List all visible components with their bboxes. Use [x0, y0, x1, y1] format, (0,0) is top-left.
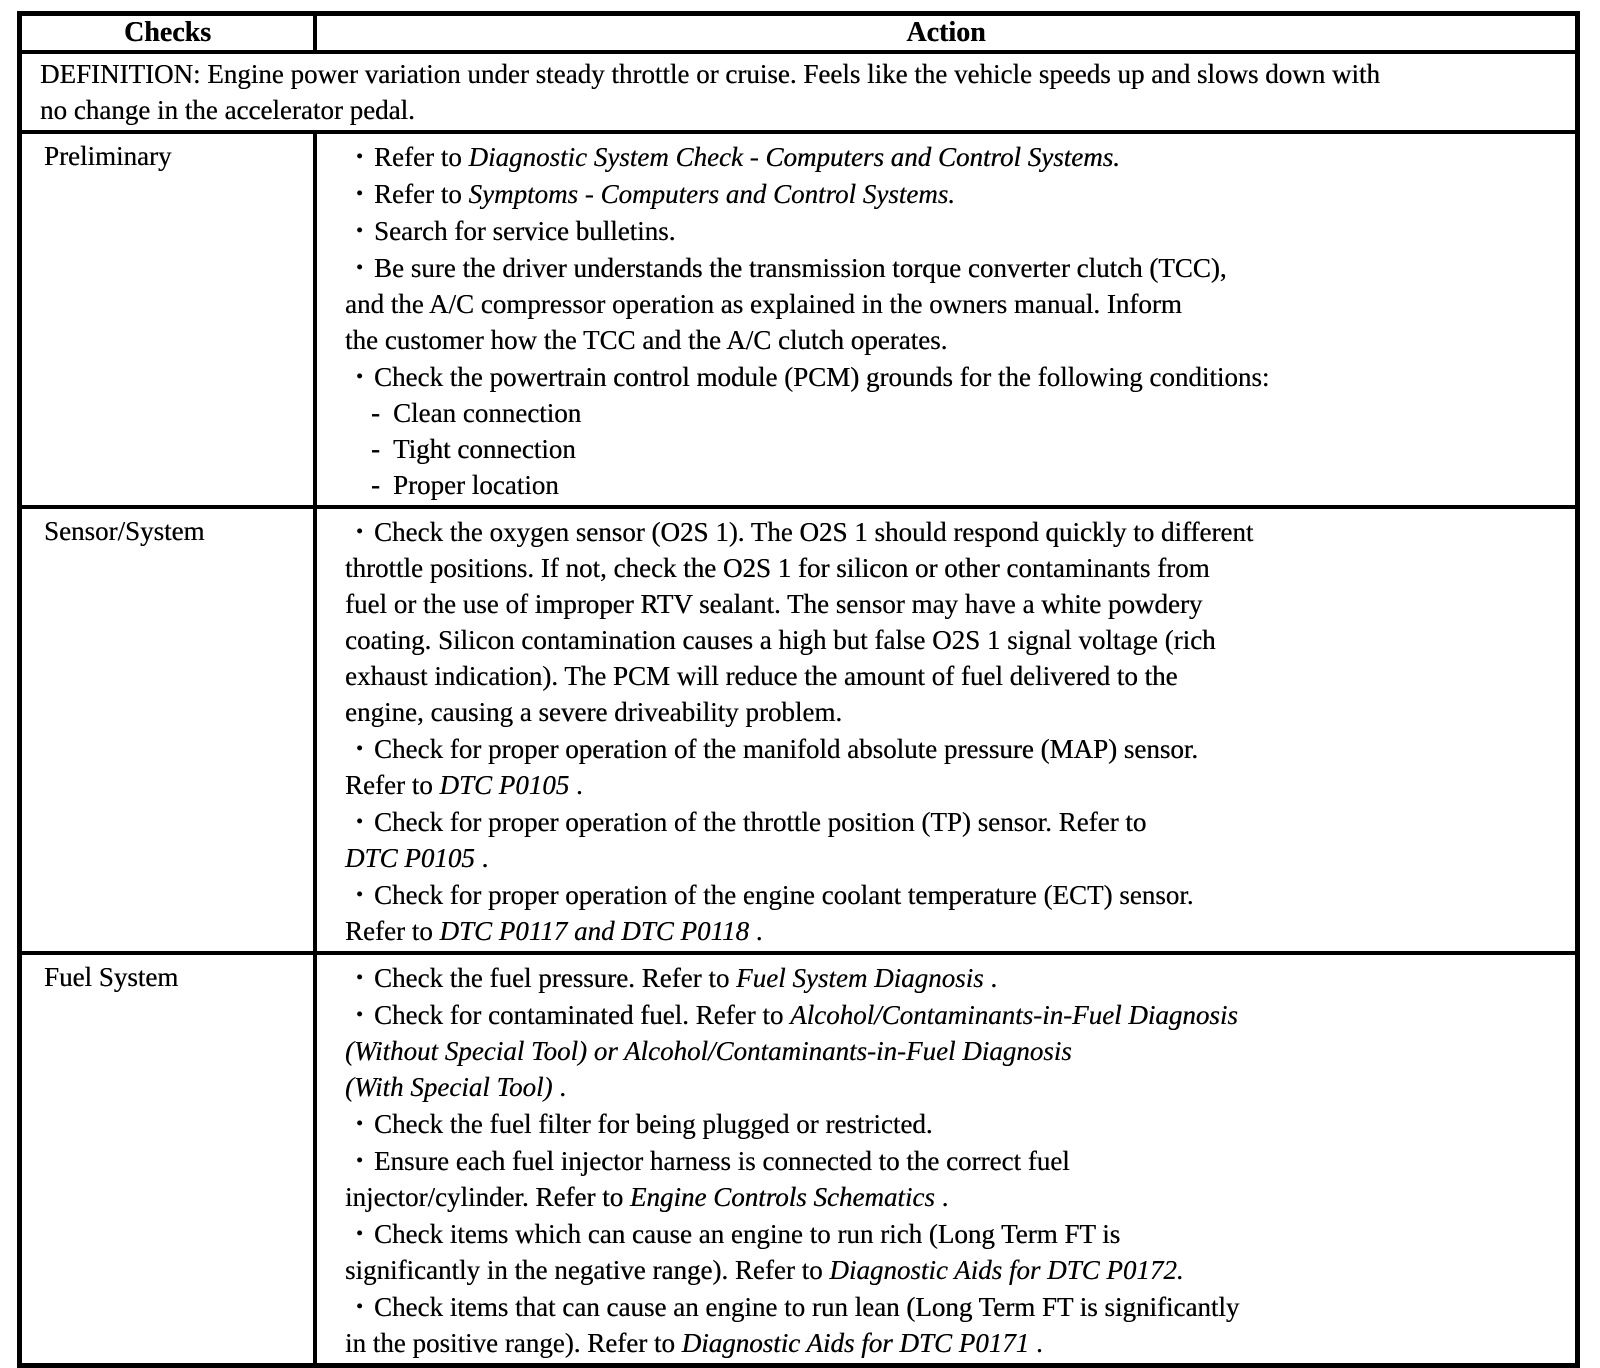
column-header-checks: Checks	[22, 16, 317, 50]
plain-text: Check the fuel pressure. Refer to	[374, 963, 737, 993]
bullet-icon: •	[356, 366, 364, 388]
action-line-text	[345, 767, 583, 803]
plain-text: Check items that can cause an engine to run lean (Long Term FT is significantly	[374, 1292, 1240, 1322]
action-cell-preliminary	[317, 134, 1575, 505]
action-line	[345, 1325, 1565, 1361]
reference-italic-text: Alcohol/Contaminants-in-Fuel Diagnosis	[790, 1000, 1238, 1030]
action-line-text	[345, 322, 947, 358]
row-label-sensor-system: Sensor/System	[22, 509, 317, 951]
action-line-text	[345, 840, 488, 876]
plain-text: Check for proper operation of the manifold absolute pressure (MAP) sensor.	[374, 734, 1199, 764]
action-line-text	[345, 1069, 566, 1105]
reference-italic-text: Fuel System Diagnosis	[736, 963, 984, 993]
plain-text: Be sure the driver understands the transmission torque converter clutch (TCC),	[374, 253, 1227, 283]
bullet-icon: •	[356, 220, 364, 242]
action-line-text	[374, 731, 1198, 767]
action-line-text	[393, 431, 576, 467]
plain-text: Check for proper operation of the engine coolant temperature (ECT) sensor.	[374, 880, 1194, 910]
action-line	[345, 840, 1565, 876]
definition-line: no change in the accelerator pedal.	[40, 95, 415, 125]
action-line-text	[345, 586, 1202, 622]
table-row-fuel-system	[22, 955, 1575, 1363]
action-line-text	[345, 622, 1216, 658]
row-label-preliminary: Preliminary	[22, 134, 317, 505]
action-line	[345, 1069, 1565, 1105]
reference-italic-text: Symptoms - Computers and Control Systems.	[468, 179, 955, 209]
plain-text: significantly in the negative range). Refer to	[345, 1255, 830, 1285]
action-line	[345, 213, 1565, 249]
action-line-text	[345, 1252, 1184, 1288]
plain-text: Search for service bulletins.	[374, 216, 676, 246]
action-line-text	[345, 1033, 1072, 1069]
action-line-text	[345, 1325, 1043, 1361]
action-line	[345, 286, 1565, 322]
plain-text: Refer to	[374, 142, 469, 172]
action-line	[345, 622, 1565, 658]
action-line	[345, 139, 1565, 175]
action-line	[345, 550, 1565, 586]
diagnostic-table	[17, 11, 1580, 1368]
action-line	[345, 1033, 1565, 1069]
action-line	[345, 731, 1565, 767]
action-line	[345, 767, 1565, 803]
plain-text: Clean connection	[393, 398, 582, 428]
action-line-text	[374, 1216, 1120, 1252]
plain-text: .	[474, 843, 489, 873]
action-cell-sensor-system	[317, 509, 1575, 951]
definition-line: DEFINITION: Engine power variation under steady throttle or cruise. Feels like the vehicle speeds up and slows down with	[40, 59, 1380, 89]
action-line	[345, 1179, 1565, 1215]
plain-text: the customer how the TCC and the A/C clutch operates.	[345, 325, 948, 355]
action-line-text	[345, 550, 1210, 586]
action-line	[345, 431, 1565, 467]
bullet-icon: •	[356, 967, 364, 989]
plain-text: Check the oxygen sensor (O2S 1). The O2S 1 should respond quickly to different	[374, 517, 1254, 547]
action-line-text	[393, 467, 559, 503]
dash-icon: -	[371, 434, 380, 464]
action-line	[345, 1216, 1565, 1252]
action-line	[345, 1106, 1565, 1142]
action-line-text	[374, 804, 1146, 840]
plain-text: Refer to	[345, 916, 440, 946]
plain-text: Refer to	[374, 179, 469, 209]
plain-text: throttle positions. If not, check the O2S 1 for silicon or other contaminants from	[345, 553, 1210, 583]
action-line-text	[374, 213, 675, 249]
action-line	[345, 997, 1565, 1033]
plain-text: Check the powertrain control module (PCM) grounds for the following conditions:	[374, 362, 1270, 392]
action-line-text	[345, 694, 842, 730]
action-line	[345, 359, 1565, 395]
plain-text: .	[1029, 1328, 1043, 1358]
plain-text: Check items which can cause an engine to run rich (Long Term FT is	[374, 1219, 1121, 1249]
action-line	[345, 694, 1565, 730]
table-header-row	[22, 16, 1575, 54]
dash-icon: -	[371, 398, 380, 428]
action-line-text	[374, 359, 1269, 395]
plain-text: .	[934, 1182, 949, 1212]
action-line	[345, 586, 1565, 622]
column-header-action: Action	[906, 17, 986, 48]
action-line-text	[374, 139, 1120, 175]
action-line	[345, 176, 1565, 212]
plain-text: Ensure each fuel injector harness is connected to the correct fuel	[374, 1146, 1070, 1176]
bullet-icon: •	[356, 146, 364, 168]
action-line	[345, 1289, 1565, 1325]
bullet-icon: •	[356, 738, 364, 760]
reference-italic-text: Engine Controls Schematics	[629, 1182, 935, 1212]
reference-italic-text: Diagnostic System Check - Computers and Control Systems.	[468, 142, 1120, 172]
reference-italic-text: DTC P0105	[439, 770, 570, 800]
plain-text: Proper location	[393, 470, 559, 500]
bullet-icon: •	[356, 811, 364, 833]
action-line	[345, 658, 1565, 694]
action-cell-fuel-system	[317, 955, 1575, 1363]
bullet-icon: •	[356, 1004, 364, 1026]
plain-text: engine, causing a severe driveability problem.	[345, 697, 843, 727]
plain-text: injector/cylinder. Refer to	[345, 1182, 630, 1212]
bullet-icon: •	[356, 1113, 364, 1135]
plain-text: and the A/C compressor operation as explained in the owners manual. Inform	[345, 289, 1182, 319]
action-line	[345, 322, 1565, 358]
action-line	[345, 960, 1565, 996]
action-line	[345, 250, 1565, 286]
reference-italic-text: (With Special Tool)	[345, 1072, 553, 1102]
plain-text: Check for proper operation of the throttle position (TP) sensor. Refer to	[374, 807, 1147, 837]
plain-text: Refer to	[345, 770, 440, 800]
action-line-text	[374, 960, 997, 996]
action-line-text	[374, 997, 1238, 1033]
action-line-text	[374, 1289, 1239, 1325]
action-line-text	[345, 1179, 948, 1215]
action-line-text	[345, 913, 763, 949]
bullet-icon: •	[356, 884, 364, 906]
action-line-text	[374, 176, 955, 212]
action-line-text	[374, 877, 1193, 913]
bullet-icon: •	[356, 1150, 364, 1172]
action-line-text	[374, 250, 1227, 286]
action-line-text	[345, 286, 1182, 322]
action-line-text	[393, 395, 581, 431]
action-line	[345, 1252, 1565, 1288]
definition-cell	[22, 54, 1575, 130]
plain-text: .	[749, 916, 763, 946]
plain-text: .	[552, 1072, 566, 1102]
reference-italic-text: Diagnostic Aids for DTC P0172.	[829, 1255, 1184, 1285]
action-line	[345, 1143, 1565, 1179]
action-line-text	[374, 514, 1253, 550]
plain-text: in the positive range). Refer to	[345, 1328, 682, 1358]
plain-text: coating. Silicon contamination causes a high but false O2S 1 signal voltage (rich	[345, 625, 1216, 655]
plain-text: exhaust indication). The PCM will reduce the amount of fuel delivered to the	[345, 661, 1178, 691]
table-row-sensor-system	[22, 509, 1575, 955]
plain-text: Check the fuel filter for being plugged or restricted.	[374, 1109, 933, 1139]
bullet-icon: •	[356, 1223, 364, 1245]
action-line	[345, 395, 1565, 431]
action-line-text	[345, 658, 1178, 694]
plain-text: Tight connection	[393, 434, 576, 464]
reference-italic-text: (Without Special Tool) or Alcohol/Contaminants-in-Fuel Diagnosis	[345, 1036, 1072, 1066]
bullet-icon: •	[356, 257, 364, 279]
dash-icon: -	[371, 470, 380, 500]
bullet-icon: •	[356, 183, 364, 205]
action-line-text	[374, 1106, 933, 1142]
action-line	[345, 467, 1565, 503]
action-line	[345, 913, 1565, 949]
definition-row	[22, 54, 1575, 134]
bullet-icon: •	[356, 521, 364, 543]
row-label-fuel-system: Fuel System	[22, 955, 317, 1363]
plain-text: .	[983, 963, 998, 993]
action-line	[345, 514, 1565, 550]
bullet-icon: •	[356, 1296, 364, 1318]
action-line	[345, 804, 1565, 840]
table-row-preliminary	[22, 134, 1575, 509]
plain-text: .	[569, 770, 583, 800]
action-line	[345, 877, 1565, 913]
reference-italic-text: Diagnostic Aids for DTC P0171	[681, 1328, 1030, 1358]
reference-italic-text: DTC P0117 and DTC P0118	[439, 916, 749, 946]
action-line-text	[374, 1143, 1070, 1179]
plain-text: fuel or the use of improper RTV sealant. The sensor may have a white powdery	[345, 589, 1203, 619]
plain-text: Check for contaminated fuel. Refer to	[374, 1000, 791, 1030]
reference-italic-text: DTC P0105	[345, 843, 475, 873]
